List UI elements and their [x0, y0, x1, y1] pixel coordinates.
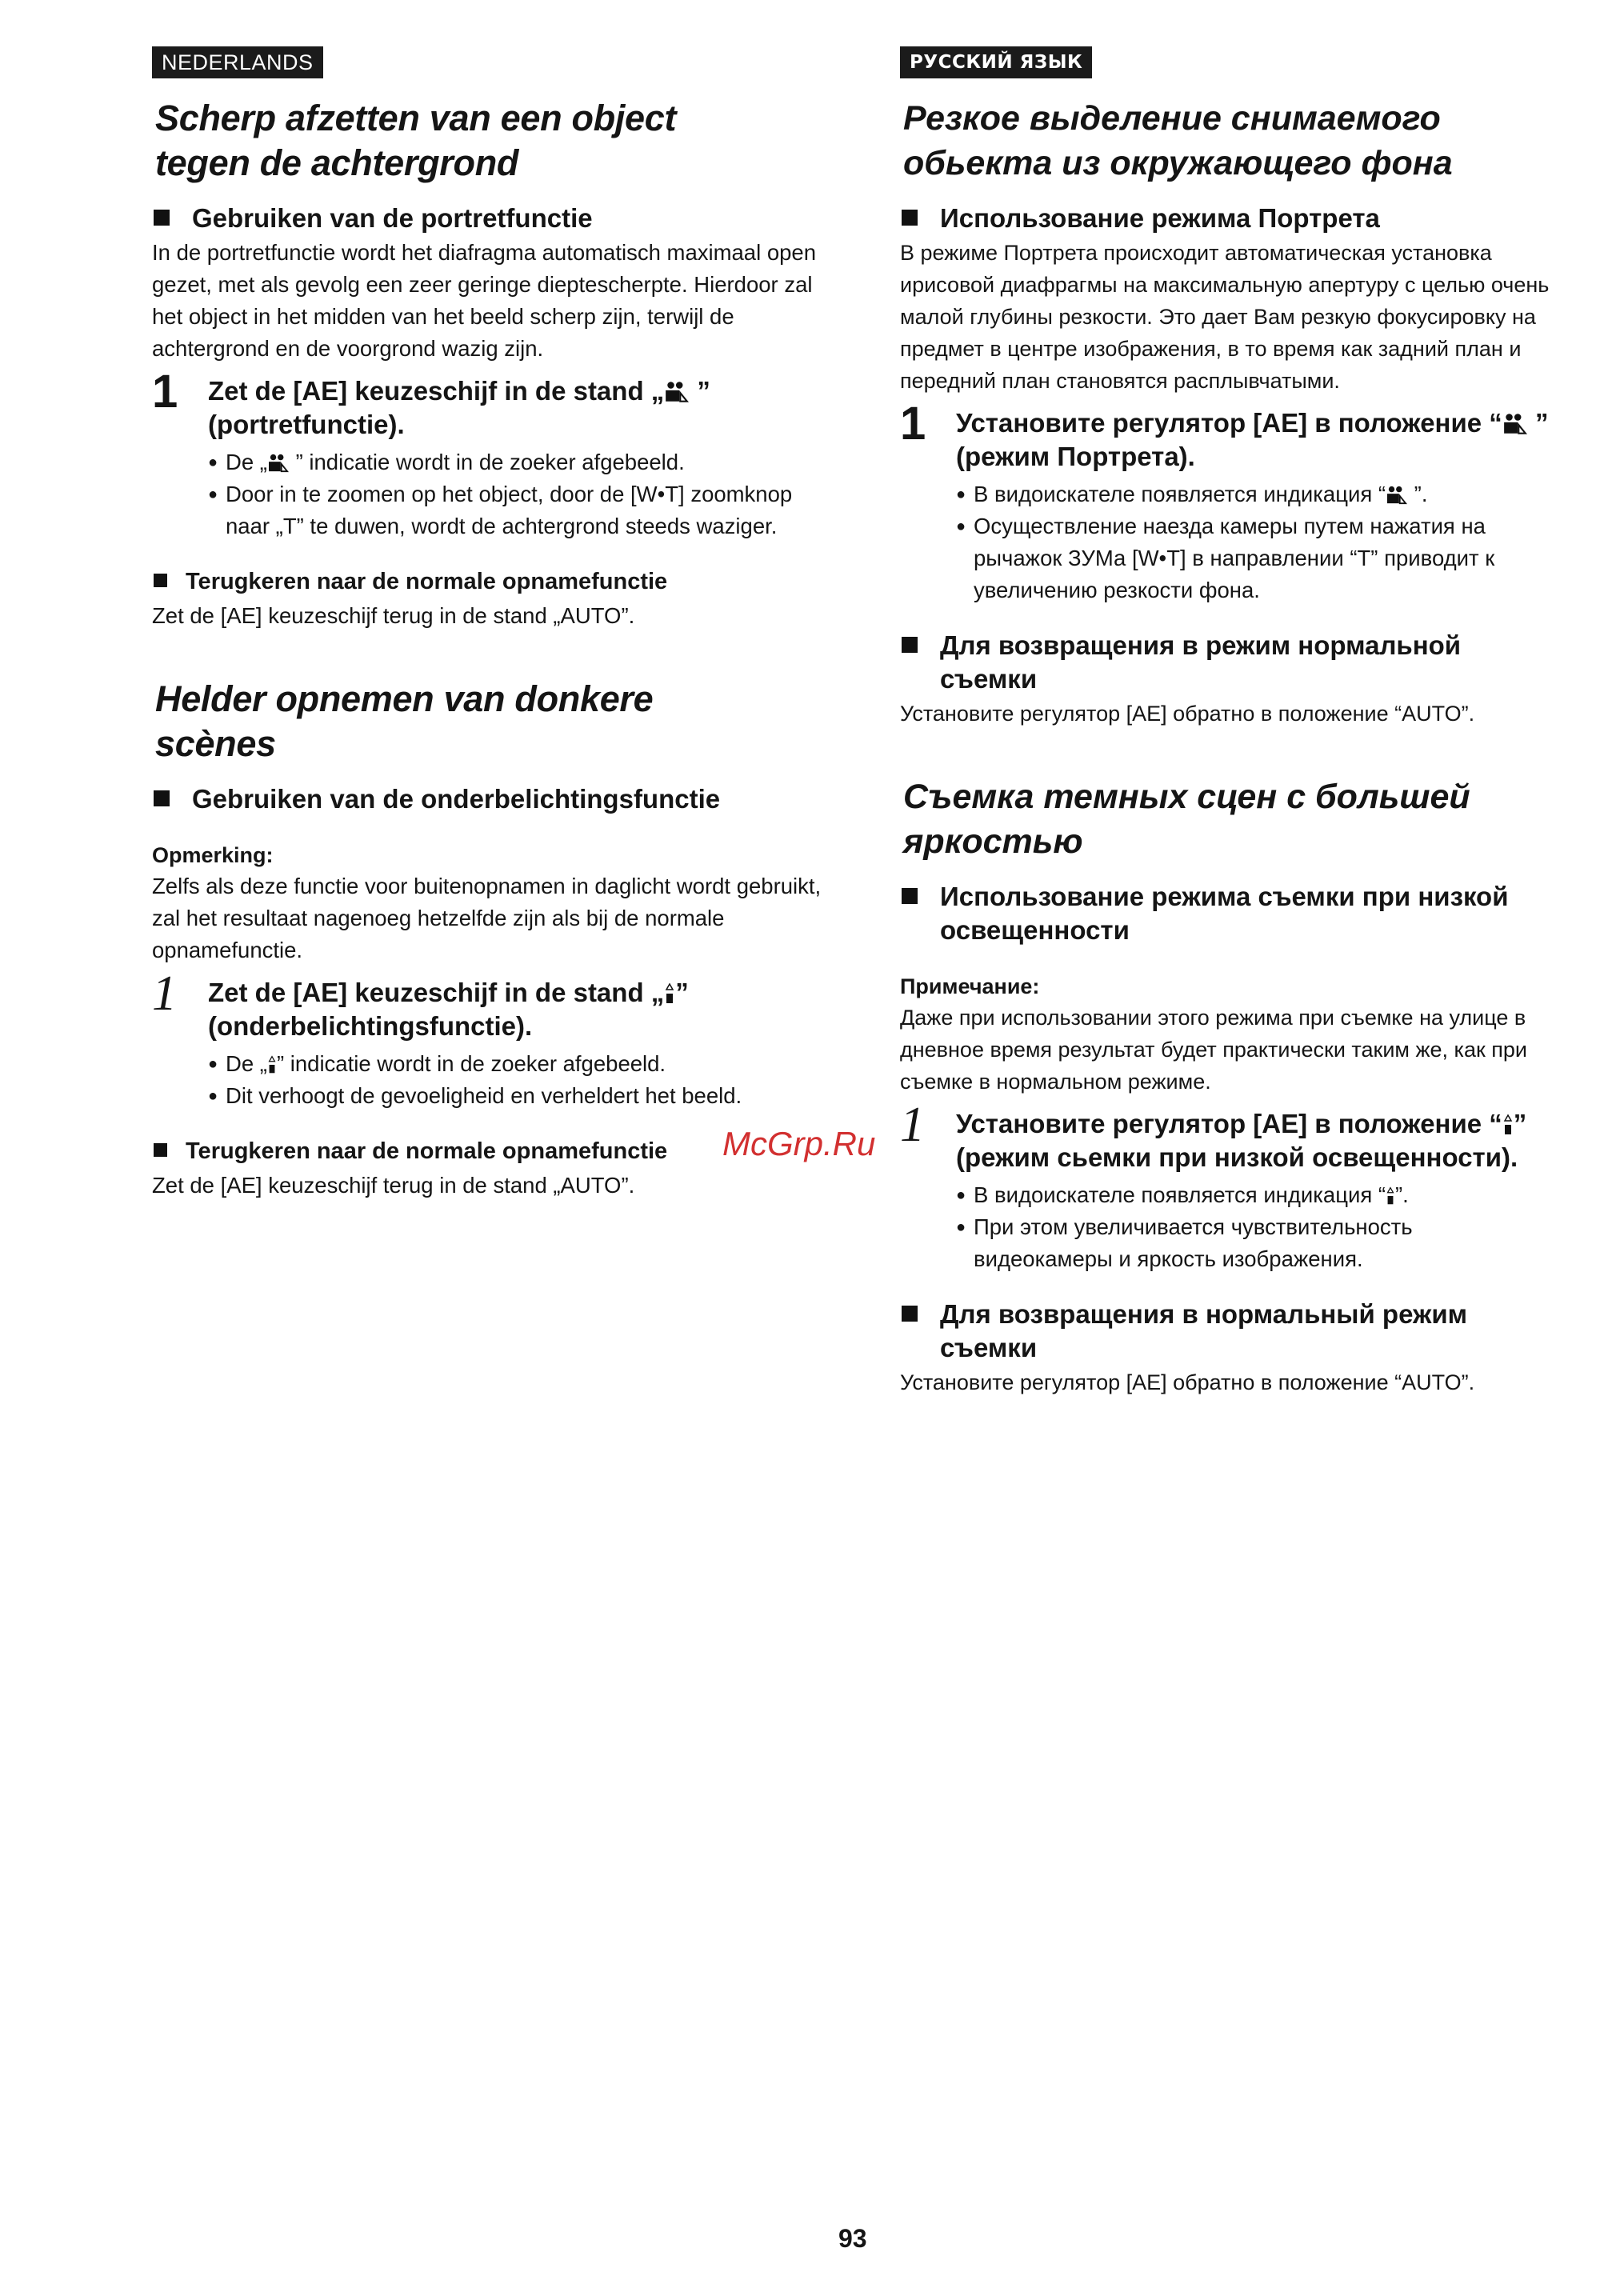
note-heading: Opmerking:: [152, 843, 274, 867]
note-heading: Примечание:: [900, 974, 1040, 998]
step-1-low-light: 1 Установите регулятор [AE] в положение “ ” (режим сьемки при низкой освещенности). ● В видоискателе появляется индикация “ ”. ● При этом увеличивается чувствительность видеокамеры и яркость изображения.: [900, 1107, 1556, 1275]
subheading-portrait-function: Gebruiken van de portretfunctie: [152, 202, 824, 235]
section-title-low-light: Съемка темных сцен с большей яркостью: [903, 778, 1470, 861]
note-text: Даже при использовании этого режима при съемке на улице в дневное время результат будет практически таким же, как при съемке в нормальном режиме.: [900, 1006, 1528, 1094]
step-bullets: [956, 478, 1556, 606]
note-text: Zelfs als deze functie voor buitenopnamen in daglicht wordt gebruikt, zal het resultaat nagenoeg hetzelfde zijn als bij de normale opnamefunctie.: [152, 874, 822, 962]
square-bullet-icon: [902, 637, 918, 653]
subheading-return-normal: Для возвращения в нормальный режим съемки: [900, 1298, 1556, 1365]
column-russian: [900, 46, 1556, 1398]
section-title-low-light: Helder opnemen van donkere scènes: [155, 678, 654, 764]
low-light-mode-icon: [664, 982, 675, 1005]
low-light-mode-icon: [1502, 1114, 1514, 1136]
square-bullet-icon: [902, 210, 918, 226]
return-normal-text: Установите регулятор [AE] обратно в положение “AUTO”.: [900, 702, 1475, 726]
portrait-mode-icon: [1502, 413, 1528, 435]
subheading-return-normal: Terugkeren naar de normale opnamefunctie: [152, 565, 824, 598]
bullet-item: ● Door in te zoomen op het object, door de [W•T] zoomknop naar „T” te duwen, wordt de achtergrond steeds waziger.: [208, 478, 824, 542]
bullet-item: ● De „ ” indicatie wordt in de zoeker afgebeeld.: [208, 446, 824, 478]
portrait-mode-icon: [267, 454, 290, 473]
portrait-mode-icon: [664, 381, 690, 403]
section-title-portrait: Резкое выделение снимаемого обьекта из окружающего фона: [903, 99, 1453, 182]
step-1-low-light: 1 Zet de [AE] keuzeschijf in de stand „ ” (onderbelichtingsfunctie). ● De „ ” indicatie wordt in de zoeker afgebeeld. ● Dit verhoogt de gevoeligheid en verheldert het beeld.: [152, 976, 824, 1112]
portrait-intro-text: В режиме Портрета происходит автоматическая установка ирисовой диафрагмы на максимальную апертуру с целью очень малой глубины резкости. Это дает Вам резкую фокусировку на предмет в центре изображения, в то время как задний план и передний план становятся расплывчатыми.: [900, 241, 1550, 393]
low-light-mode-icon: [1386, 1186, 1395, 1206]
step-number: 1: [152, 366, 178, 418]
page-number: 93: [838, 2224, 867, 2253]
square-bullet-icon: [154, 790, 170, 806]
step-number: 1: [152, 966, 177, 1021]
step-number: 1: [900, 1098, 925, 1152]
square-bullet-icon: [154, 574, 167, 587]
step-bullets: [956, 1179, 1556, 1275]
subheading-return-normal: Terugkeren naar de normale opnamefunctie: [152, 1134, 824, 1168]
portrait-intro-text: In de portretfunctie wordt het diafragma automatisch maximaal open gezet, met als gevolg een zeer geringe dieptescherpte. Hierdoor zal het object in het midden van het beeld scherp zijn, terwijl de achtergrond en de voorgrond wazig zijn.: [152, 240, 817, 361]
step-bullets: [208, 446, 824, 542]
section-title-portrait: Scherp afzetten van een object tegen de achtergrond: [155, 98, 677, 183]
language-tag-russian: РУССКИЙ ЯЗЫК: [900, 46, 1092, 78]
language-tag-dutch: NEDERLANDS: [152, 46, 323, 78]
step-bullets: [208, 1048, 824, 1112]
step-number: 1: [900, 398, 926, 450]
step-1-portrait: 1 Установите регулятор [AE] в положение “ ” (режим Портрета). ● В видоискателе появляется индикация “ ”. ● Осуществление наезда камеры путем нажатия на рычажок ЗУМа [W•T] в направлении “T” приводит к увеличению резкости фона.: [900, 406, 1556, 606]
bullet-item: ● Dit verhoogt de gevoeligheid en verheldert het beeld.: [208, 1080, 824, 1112]
square-bullet-icon: [902, 1306, 918, 1322]
return-normal-text: Zet de [AE] keuzeschijf terug in de stand „AUTO”.: [152, 603, 635, 628]
bullet-item: ● При этом увеличивается чувствительность видеокамеры и яркость изображения.: [956, 1211, 1556, 1275]
column-dutch: [152, 46, 824, 1202]
square-bullet-icon: [902, 888, 918, 904]
low-light-mode-icon: [267, 1055, 277, 1074]
watermark-text: McGrp.Ru: [722, 1125, 876, 1162]
bullet-item: ● Осуществление наезда камеры путем нажатия на рычажок ЗУМа [W•T] в направлении “T” приводит к увеличению резкости фона.: [956, 510, 1556, 606]
bullet-item: ● В видоискателе появляется индикация “ ”.: [956, 478, 1556, 510]
return-normal-text: Zet de [AE] keuzeschijf terug in de stand „AUTO”.: [152, 1173, 635, 1198]
subheading-low-light-function: Gebruiken van de onderbelichtingsfunctie: [152, 782, 824, 816]
return-normal-text: Установите регулятор [AE] обратно в положение “AUTO”.: [900, 1370, 1475, 1394]
step-1-portrait: 1 Zet de [AE] keuzeschijf in de stand „ ” (portretfunctie). ● De „ ” indicatie wordt in de zoeker afgebeeld. ● Door in te zoomen op het object, door de [W•T] zoomknop naar „T” te duwen, wordt de achtergrond steeds waziger.: [152, 374, 824, 542]
portrait-mode-icon: [1386, 486, 1408, 505]
square-bullet-icon: [154, 1143, 167, 1157]
subheading-low-light-function: Использование режима съемки при низкой освещенности: [900, 880, 1556, 947]
square-bullet-icon: [154, 210, 170, 226]
subheading-portrait-function: Использование режима Портрета: [900, 202, 1556, 235]
bullet-item: ● В видоискателе появляется индикация “ ”.: [956, 1179, 1556, 1211]
bullet-item: ● De „ ” indicatie wordt in de zoeker afgebeeld.: [208, 1048, 824, 1080]
subheading-return-normal: Для возвращения в режим нормальной съемки: [900, 629, 1556, 696]
